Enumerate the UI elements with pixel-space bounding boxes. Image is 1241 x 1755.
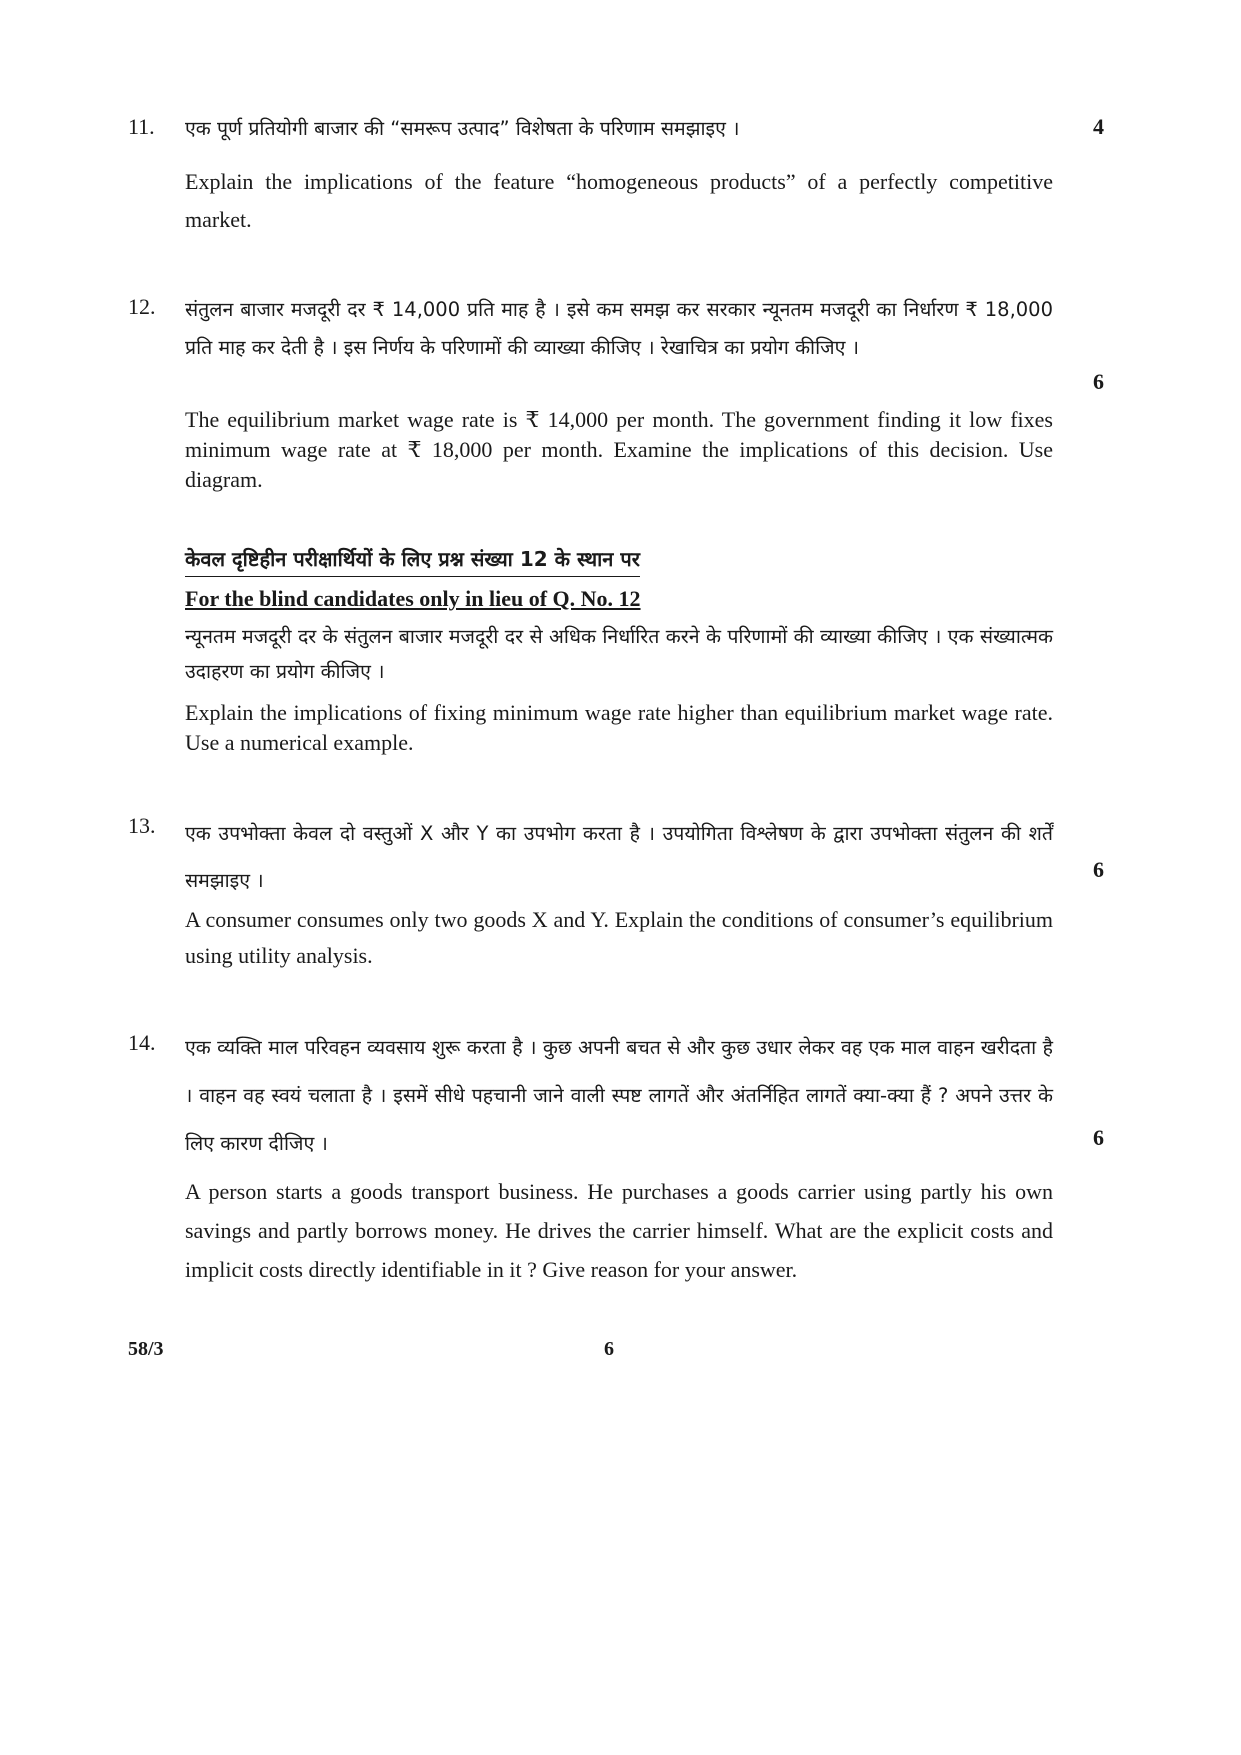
blind-heading-hindi: केवल दृष्टिहीन परीक्षार्थियों के लिए प्रश्न संख्या 12 के स्थान पर <box>185 545 640 577</box>
question-14-hindi: एक व्यक्ति माल परिवहन व्यवसाय शुरू करता है । कुछ अपनी बचत से और कुछ उधार लेकर वह एक माल वाहन खरीदता है । वाहन वह स्वयं चलाता है । इसमें सीधे पहचानी जाने वाली स्पष्ट लागतें और अंतर्निहित लागतें क्या-क्या हैं ? अपने उत्तर के लिए कारण दीजिए । <box>185 1036 1053 1155</box>
question-11-english: Explain the implications of the feature “homogeneous products” of a perfectly competitive market. <box>185 169 1053 232</box>
question-12-marks: 6 <box>1093 369 1104 394</box>
blind-question-hindi: न्यूनतम मजदूरी दर के संतुलन बाजार मजदूरी दर से अधिक निर्धारित करने के परिणामों की व्याख्या कीजिए । एक संख्यात्मक उदाहरण का प्रयोग कीजिए । <box>185 625 1053 683</box>
page-number: 6 <box>604 1338 614 1360</box>
question-13-english: A consumer consumes only two goods X and Y. Explain the conditions of consumer’s equilibrium using utility analysis. <box>185 907 1053 968</box>
blind-heading-english: For the blind candidates only in lieu of Q. No. 12 <box>185 586 641 611</box>
question-11-hindi: एक पूर्ण प्रतियोगी बाजार की “समरूप उत्पाद” विशेषता के परिणाम समझाइए । <box>185 117 740 140</box>
question-13-hindi: एक उपभोक्ता केवल दो वस्तुओं X और Y का उपभोग करता है । उपयोगिता विश्लेषण के द्वारा उपभोक्ता संतुलन की शर्तें समझाइए । <box>185 822 1053 892</box>
blind-question-english: Explain the implications of fixing minimum wage rate higher than equilibrium market wage rate. Use a numerical example. <box>185 700 1053 755</box>
question-13-marks: 6 <box>1093 857 1104 882</box>
question-11-number: 11. <box>128 114 155 139</box>
question-14-number: 14. <box>128 1030 156 1055</box>
question-12-hindi: संतुलन बाजार मजदूरी दर ₹ 14,000 प्रति माह है । इसे कम समझ कर सरकार न्यूनतम मजदूरी का निर्धारण ₹ 18,000 प्रति माह कर देती है । इस निर्णय के परिणामों की व्याख्या कीजिए । रेखाचित्र का प्रयोग कीजिए । <box>185 298 1053 359</box>
paper-code: 58/3 <box>128 1338 164 1360</box>
question-11-marks: 4 <box>1093 114 1104 139</box>
question-12-number: 12. <box>128 294 156 319</box>
question-13-number: 13. <box>128 813 156 838</box>
question-14-english: A person starts a goods transport business. He purchases a goods carrier using partly his own savings and partly borrows money. He drives the carrier himself. What are the explicit costs and implicit costs directly identifiable in it ? Give reason for your answer. <box>185 1179 1053 1282</box>
question-12-english: The equilibrium market wage rate is ₹ 14,000 per month. The government finding it low fixes minimum wage rate at ₹ 18,000 per month. Examine the implications of this decision. Use diagram. <box>185 407 1053 492</box>
question-14-marks: 6 <box>1093 1125 1104 1150</box>
